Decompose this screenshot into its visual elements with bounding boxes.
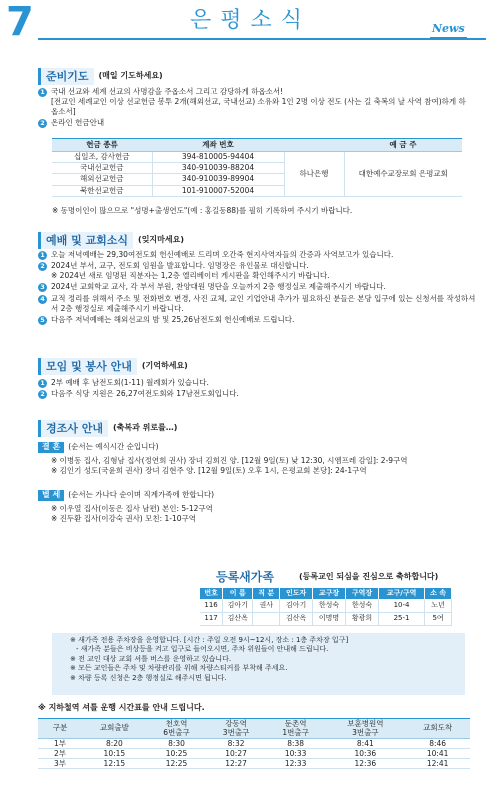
number-badge: 2 [38, 262, 47, 271]
funeral-item: ※ 진두환 집사(이강숙 권사) 모친: 1-10구역 [51, 513, 197, 523]
table-cell [253, 612, 280, 625]
table-cell: 이명명 [313, 612, 346, 625]
newfamily-table [200, 588, 452, 626]
header-divider [38, 38, 486, 40]
giving-type: 십일조, 감사헌금 [52, 152, 152, 163]
shuttle-header: 둔촌역 1번출구 [266, 719, 326, 739]
list-item [38, 294, 478, 314]
funeral-item: ※ 이우열 집사(이동은 집사 남편) 본인: 5-12구역 [51, 503, 213, 513]
table-cell: 10:41 [405, 749, 470, 759]
table-cell: 1부 [38, 739, 82, 749]
number-badge: 1 [38, 379, 47, 388]
shuttle-table [38, 718, 470, 769]
table-cell: 12:41 [405, 759, 470, 769]
number-badge: 5 [38, 316, 47, 325]
list-item [38, 261, 478, 281]
table-cell: 116 [200, 599, 223, 612]
table-cell: 한성숙 [313, 599, 346, 612]
service-item: 2부 예배 후 남전도회(1-11) 월례회가 있습니다. [51, 378, 209, 387]
number-badge: 2 [38, 390, 47, 399]
table-cell: 10:25 [147, 749, 207, 759]
service-subtitle: (기억하세요) [141, 361, 188, 371]
worship-section-header [38, 232, 184, 249]
wedding-label: 결 혼 [38, 442, 64, 453]
wedding-item: ※ 김인기 성도(국윤희 권사) 장녀 김현주 양. [12월 9일(토) 오후 1시, 은평교회 본당]: 24-1구역 [51, 465, 367, 475]
page-title: 은평소식 [190, 8, 312, 33]
service-list [38, 378, 470, 400]
table-row [200, 599, 452, 612]
table-cell: 김산옥 [223, 612, 253, 625]
list-item [38, 118, 470, 128]
worship-subtitle: (잊지마세요) [138, 235, 184, 245]
table-cell: 12:33 [266, 759, 326, 769]
list-item [38, 282, 478, 292]
worship-tag: 예배 및 교회소식 [38, 232, 133, 249]
table-cell: 10-4 [378, 599, 424, 612]
number-badge: 1 [38, 251, 47, 260]
notice-line: ※ 모든 교인들은 주차 및 차량관리를 위해 차량스티커를 부착해 주세요. [70, 664, 288, 673]
prep-subtitle: (매일 기도하세요) [98, 71, 163, 81]
page-header [0, 0, 490, 50]
giving-header-bank [284, 139, 344, 152]
list-item [38, 315, 478, 325]
shuttle-header: 보훈병원역 3번출구 [325, 719, 405, 739]
giving-account[interactable]: 340-910039-89904 [152, 174, 284, 185]
number-badge: 1 [38, 88, 47, 97]
table-cell: 황광희 [346, 612, 379, 625]
newfamily-header: 소 속 [425, 588, 452, 599]
worship-item: 2024년 부서, 교구, 전도회 임원을 발표합니다. 임명장은 유인물로 대신합니다. [51, 261, 309, 271]
table-cell: 10:15 [82, 749, 147, 759]
table-cell: 117 [200, 612, 223, 625]
notice-line: - 새가족 분들은 비상등을 켜고 입구로 들어오시면, 주차 위원들이 안내해 드립니다. [76, 645, 329, 654]
giving-header-owner: 예 금 주 [344, 139, 462, 152]
notice-line: ※ 전 교인 대상 교회 셔틀 버스를 운영하고 있습니다. [70, 654, 232, 663]
wedding-note: (순서는 예식시간 순입니다) [68, 442, 159, 451]
worship-item: 2024년 교회학교 교사, 각 부서 부원, 찬양대원 명단을 오늘까지 2층 행정실로 제출해주시기 바랍니다. [51, 282, 386, 292]
table-cell: 8:20 [82, 739, 147, 749]
prep-list [38, 87, 470, 130]
table-cell: 8:41 [325, 739, 405, 749]
giving-owner: 대한예수교장로회 은평교회 [344, 152, 462, 197]
number-badge: 2 [38, 119, 47, 128]
giving-note: ※ 동명이인이 많으므로 "성명+출생연도"(예 : 홍길동88)를 필히 기록하여 주시기 바랍니다. [52, 206, 353, 215]
wedding-item: ※ 이병동 집사, 김형남 집사(정연희 권사) 장녀 김희진 양. [12월 9일(토) 낮 12:30, 시엠프레 감일]: 2-9구역 [51, 455, 408, 465]
newfamily-title: 등록새가족 [216, 570, 274, 584]
table-cell: 10:33 [266, 749, 326, 759]
table-cell: 12:36 [325, 759, 405, 769]
table-row [52, 152, 462, 163]
page-number: 7 [6, 0, 34, 45]
table-cell: 노년 [425, 599, 452, 612]
table-cell: 8:46 [405, 739, 470, 749]
events-tag: 경조사 안내 [38, 420, 108, 437]
table-cell: 8:38 [266, 739, 326, 749]
giving-type: 북한선교헌금 [52, 185, 152, 196]
shuttle-header: 교회출발 [82, 719, 147, 739]
service-tag: 모임 및 봉사 안내 [38, 358, 137, 375]
list-item [38, 389, 470, 399]
newfamily-header: 구역장 [346, 588, 379, 599]
table-row [38, 759, 470, 769]
table-cell: 김산옥 [280, 612, 313, 625]
table-row [38, 739, 470, 749]
list-item [38, 250, 478, 260]
funeral-label: 별 세 [38, 490, 64, 501]
news-label: News [432, 22, 465, 35]
newfamily-header: 교구/구역 [378, 588, 424, 599]
table-cell: 12:25 [147, 759, 207, 769]
giving-table [52, 138, 462, 197]
table-cell: 25-1 [378, 612, 424, 625]
table-cell: 5여 [425, 612, 452, 625]
table-cell: 김아기 [280, 599, 313, 612]
table-cell: 12:15 [82, 759, 147, 769]
prep-item-1-note: [전교인 세례교인 이상 선교헌금 봉투 2개(해외선교, 국내선교) 소유와 1인 2명 이상 전도 (사는 길 축복의 날 사역 참여)하게 하옵소서] [51, 97, 466, 117]
table-cell: 권사 [253, 599, 280, 612]
shuttle-header: 교회도착 [405, 719, 470, 739]
table-cell: 10:27 [206, 749, 266, 759]
giving-type: 해외선교헌금 [52, 174, 152, 185]
notice-line: ※ 차량 등록 신청은 2층 행정실로 해주시면 됩니다. [70, 673, 227, 682]
newfamily-header: 직 분 [253, 588, 280, 599]
table-cell: 8:32 [206, 739, 266, 749]
prep-item-2: 온라인 헌금안내 [51, 118, 105, 128]
worship-item: 다음주 저녁예배는 해외선교의 밤 및 25,26남전도회 헌신예배로 드립니다. [51, 314, 295, 324]
number-badge: 4 [38, 295, 47, 304]
prep-item-1: 국내 선교와 세계 선교의 사명감을 주옵소서 그리고 감당하게 하옵소서! [51, 87, 284, 96]
newfamily-header: 인도자 [280, 588, 313, 599]
table-cell: 한성숙 [346, 599, 379, 612]
events-section-header [38, 420, 177, 437]
worship-list [38, 250, 478, 326]
prep-section-header [38, 68, 163, 85]
shuttle-header: 강동역 3번출구 [206, 719, 266, 739]
funeral-note: (순서는 가나다 순이며 직계가족에 한합니다) [68, 490, 215, 499]
worship-item: 교적 정리를 위해서 주소 및 전화번호 변경, 사진 교체, 교인 기업안내 추가가 필요하신 분들은 본당 입구에 있는 신청서를 작성하셔서 2층 행정실로 제출해주시기 바랍니다. [51, 293, 476, 313]
shuttle-header: 천호역 6번출구 [147, 719, 207, 739]
giving-header-type: 헌금 종류 [52, 139, 152, 152]
funeral-block [38, 490, 478, 524]
newfamily-header: 번호 [200, 588, 223, 599]
giving-account[interactable]: 101-910007-52004 [152, 185, 284, 196]
table-cell: 8:30 [147, 739, 207, 749]
table-row [200, 612, 452, 625]
table-cell: 12:27 [206, 759, 266, 769]
table-cell: 3부 [38, 759, 82, 769]
list-item [38, 87, 470, 117]
list-item [38, 378, 470, 388]
events-subtitle: (축복과 위로를…) [112, 423, 178, 433]
worship-item: 오늘 저녁예배는 29,30여전도회 헌신예배로 드리며 오간죽 현지사역자들의 간증과 사역보고가 있습니다. [51, 250, 394, 259]
service-section-header [38, 358, 188, 375]
number-badge: 3 [38, 283, 47, 292]
table-row [38, 749, 470, 759]
newfamily-header: 이 름 [223, 588, 253, 599]
giving-account[interactable]: 394-810005-94404 [152, 152, 284, 163]
table-cell: 10:36 [325, 749, 405, 759]
shuttle-title: ※ 지하철역 셔틀 운행 시간표를 안내 드립니다. [38, 703, 205, 712]
wedding-block [38, 442, 478, 476]
prep-tag: 준비기도 [38, 68, 94, 85]
table-cell: 2부 [38, 749, 82, 759]
service-item: 다음주 식당 지원은 26,27여전도회와 17남전도회입니다. [51, 389, 239, 399]
giving-bank: 하나은행 [284, 152, 344, 197]
notice-line: ※ 새가족 전용 주차장을 운영합니다. [시간 : 주일 오전 9시~12시, 장소 : 1층 주차장 입구] [70, 636, 349, 644]
giving-header-account: 계좌 번호 [152, 139, 284, 152]
newfamily-header: 교구장 [313, 588, 346, 599]
worship-item-note: ※ 2024년 새로 임명된 직분자는 1,2층 엘리베이터 게시판을 확인해주시기 바랍니다. [51, 271, 330, 281]
giving-account[interactable]: 340-910039-88204 [152, 163, 284, 174]
table-cell: 김아기 [223, 599, 253, 612]
newfamily-subtitle: (등록교인 되심을 진심으로 축하합니다) [299, 572, 439, 581]
parking-notice-box [52, 633, 465, 695]
giving-type: 국내선교헌금 [52, 163, 152, 174]
shuttle-header: 구분 [38, 719, 82, 739]
